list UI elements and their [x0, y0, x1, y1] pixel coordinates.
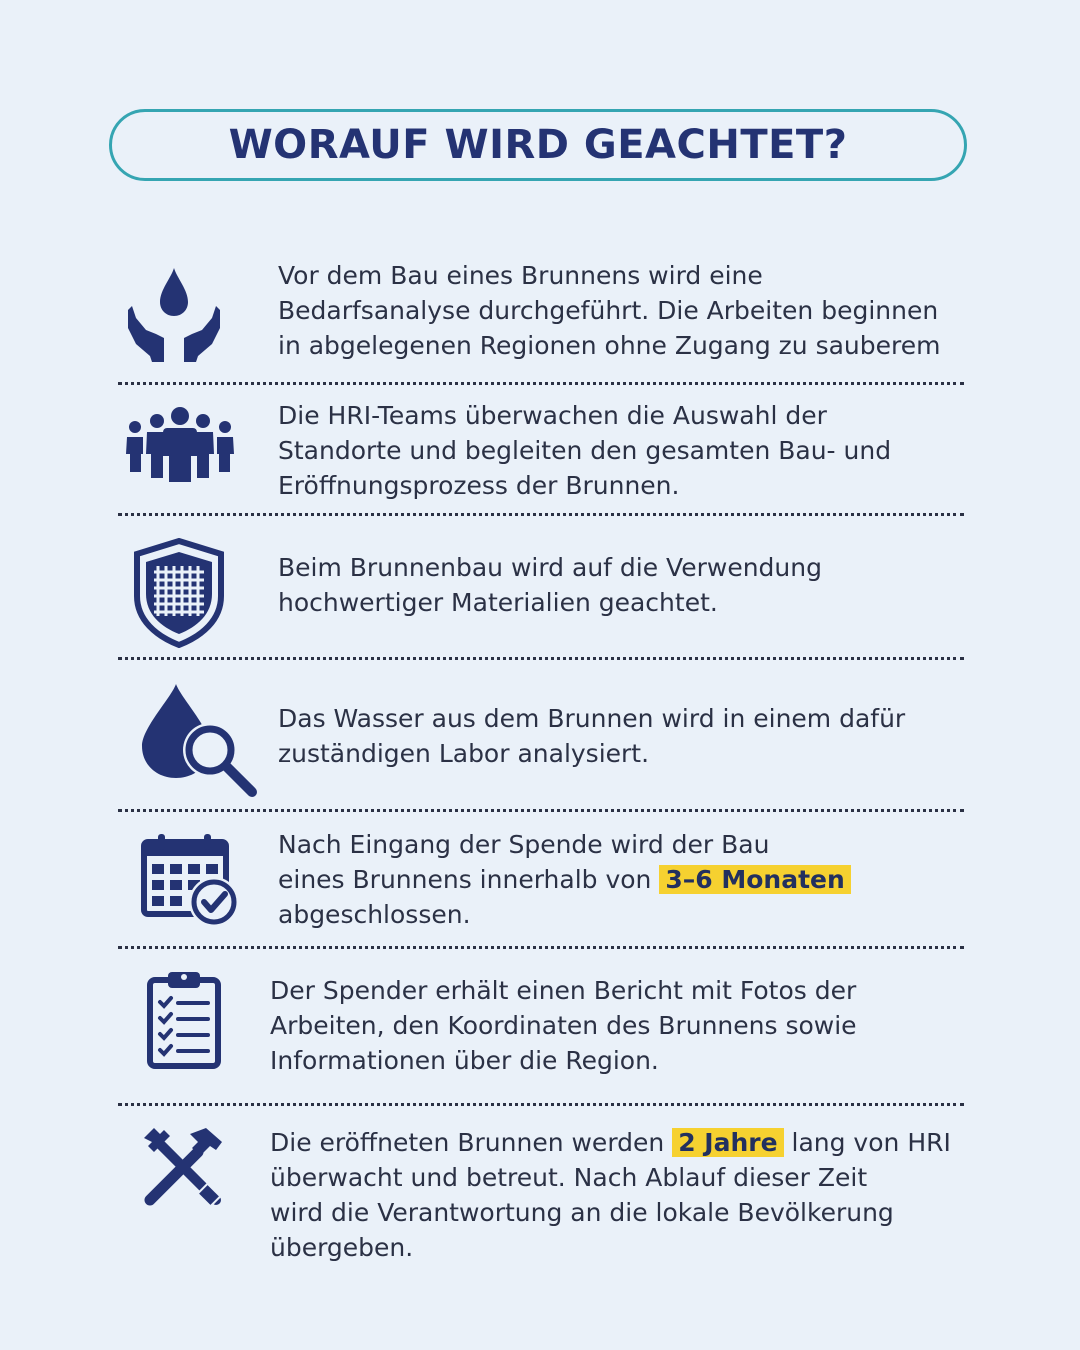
item-text-line: Informationen über die Region. [270, 1046, 659, 1075]
item-text-line: Das Wasser aus dem Brunnen wird in einem dafür [278, 704, 906, 733]
divider [118, 513, 964, 516]
item-text-line: Arbeiten, den Koordinaten des Brunnens sowie [270, 1011, 857, 1040]
clipboard-checklist-icon [146, 968, 222, 1070]
item-text-segment: eines Brunnens innerhalb von [278, 865, 660, 894]
item-text-segment: lang von HRI [783, 1128, 951, 1157]
divider [118, 382, 964, 385]
item-text-line: wird die Verantwortung an die lokale Bevölkerung [270, 1198, 894, 1227]
item-text-line: Bedarfsanalyse durchgeführt. Die Arbeiten beginnen [278, 296, 939, 325]
item-text-materials [278, 550, 822, 620]
item-text-line: Beim Brunnenbau wird auf die Verwendung [278, 553, 822, 582]
item-text-lab [278, 701, 905, 771]
item-text-line: Vor dem Bau eines Brunnens wird eine [278, 261, 763, 290]
page-title: WORAUF WIRD GEACHTET? [228, 122, 848, 168]
item-text-segment: Die eröffneten Brunnen werden [270, 1128, 673, 1157]
divider [118, 809, 964, 812]
divider [118, 946, 964, 949]
item-text-line: Der Spender erhält einen Bericht mit Fotos der [270, 976, 857, 1005]
item-text-line: übergeben. [270, 1233, 414, 1262]
item-text-line: Die HRI-Teams überwachen die Auswahl der [278, 401, 827, 430]
item-text-line: überwacht und betreut. Nach Ablauf dieser Zeit [270, 1163, 868, 1192]
calendar-check-icon [140, 832, 242, 928]
item-text-hri-teams [278, 398, 891, 503]
shield-mesh-icon [134, 538, 224, 648]
item-text-needs-analysis [278, 258, 940, 363]
item-text-line: Eröffnungsprozess der Brunnen. [278, 471, 680, 500]
divider [118, 1103, 964, 1106]
highlight-years: 2 Jahre [672, 1128, 783, 1157]
item-text-line [278, 862, 851, 897]
item-text-line: hochwertiger Materialien geachtet. [278, 588, 718, 617]
item-text-timeline [278, 827, 851, 932]
item-text-report [270, 973, 857, 1078]
tools-wrench-hammer-icon [140, 1124, 226, 1210]
item-text-line [270, 1125, 951, 1160]
item-text-line: zuständigen Labor analysiert. [278, 739, 650, 768]
team-group-icon [124, 406, 236, 484]
water-drop-magnifier-icon [138, 680, 260, 798]
item-text-line: Nach Eingang der Spende wird der Bau [278, 830, 770, 859]
highlight-duration: 3–6 Monaten [659, 865, 850, 894]
item-text-line: Standorte und begleiten den gesamten Bau- und [278, 436, 892, 465]
title-pill [109, 109, 967, 181]
item-text-monitoring [270, 1125, 951, 1265]
divider [118, 657, 964, 660]
item-text-line: in abgelegenen Regionen ohne Zugang zu sauberem [278, 331, 941, 360]
item-text-line: abgeschlossen. [278, 900, 471, 929]
water-drop-hands-icon [124, 264, 224, 364]
